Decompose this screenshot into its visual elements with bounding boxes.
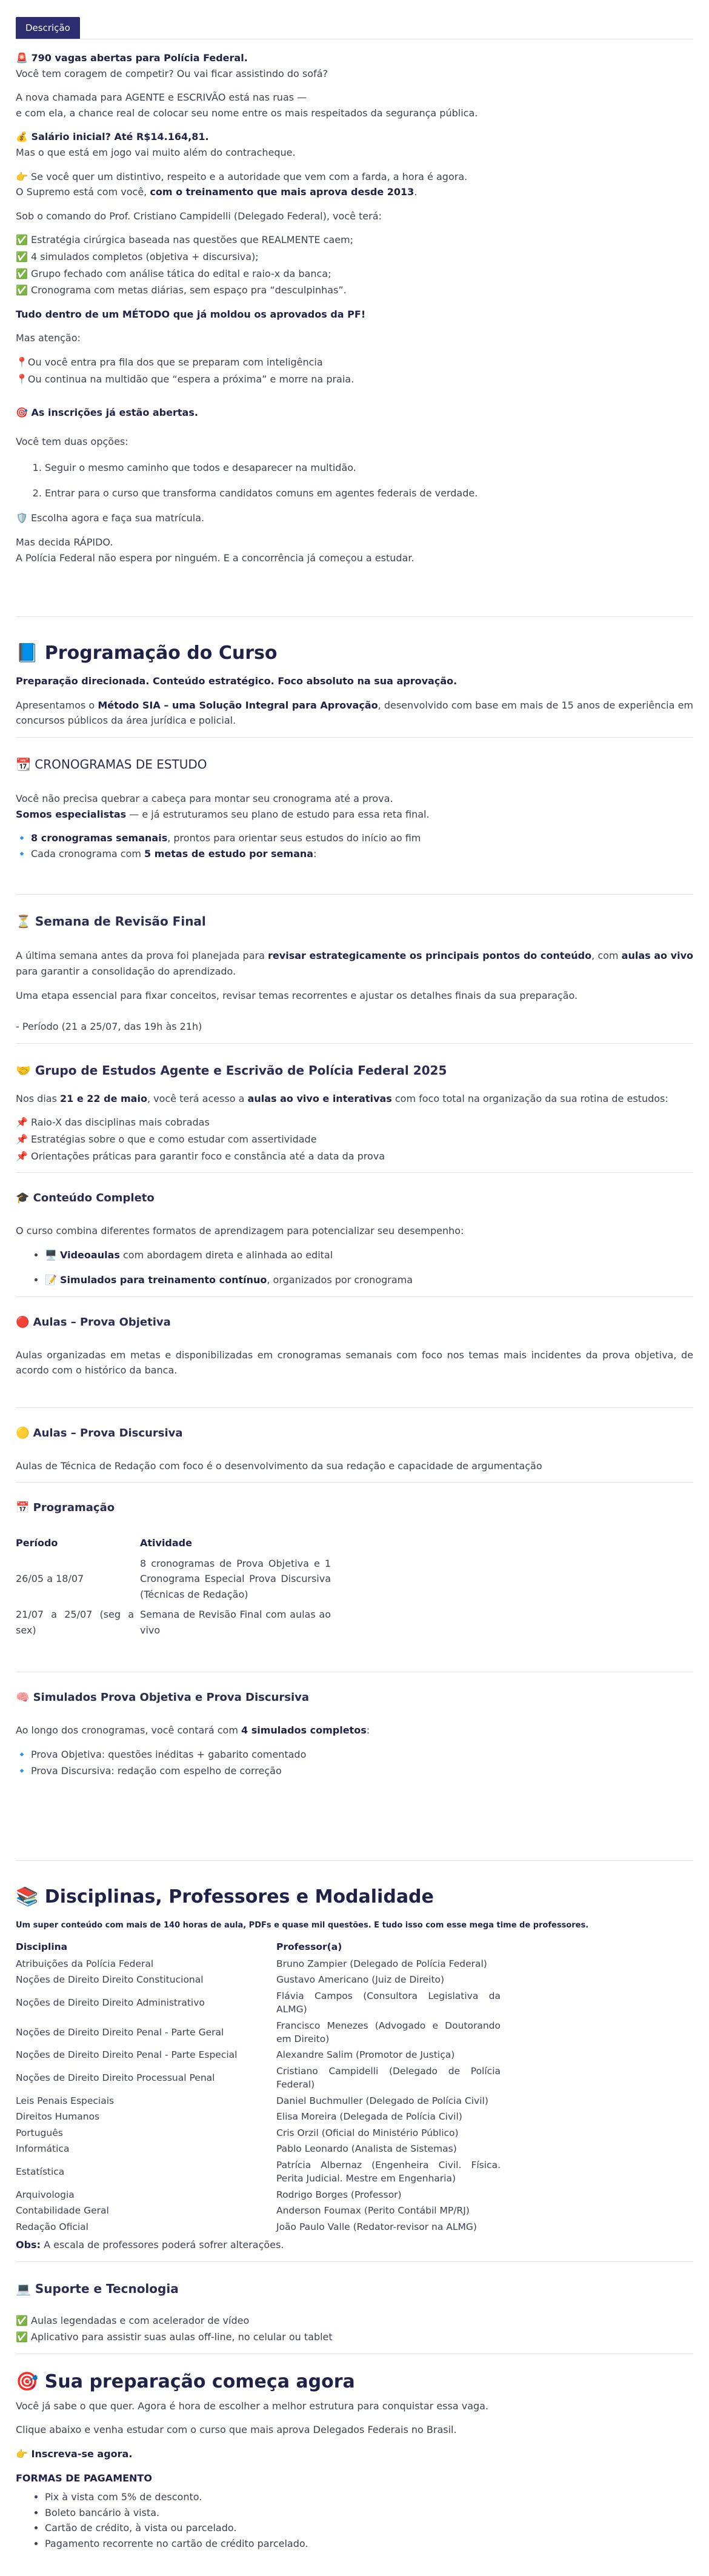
list-item — [45, 1247, 693, 1263]
list-item: 📌 Estratégias sobre o que e como estudar com assertividade — [16, 1133, 317, 1145]
obs-label: Obs: — [16, 2239, 41, 2251]
list-item: ✅ Cronograma com metas diárias, sem espaço pra “desculpinhas”. — [16, 284, 347, 296]
list-item: 2. Entrar para o curso que transforma candidatos comuns em agentes federais de verdade. — [45, 486, 693, 501]
cronogramas-title: 📆 CRONOGRAMAS DE ESTUDO — [16, 757, 207, 772]
supremo-bold: com o treinamento que mais aprova desde 2013 — [150, 186, 414, 198]
salary-sub-text: Mas o que está em jogo vai muito além do contracheque. — [16, 146, 296, 158]
intro-headline — [16, 50, 693, 81]
table-cell: Patrícia Albernaz (Engenheira Civil. Física. Perita Judicial. Mestre em Engenharia) — [276, 2159, 501, 2184]
table-cell: Francisco Menezes (Advogado e Doutorando em Direito) — [276, 2020, 501, 2044]
attention-text: Mas atenção: — [16, 332, 81, 344]
cronogramas-bullets — [16, 830, 693, 861]
table-cell: Cristiano Campidelli (Delegado de Polícia Federal) — [276, 2065, 501, 2090]
table-cell: 8 cronogramas de Prova Objetiva e 1 Cronograma Especial Prova Discursiva (Técnicas de Redação) — [140, 1557, 331, 1600]
rev-bold-2: aulas ao vivo — [621, 950, 694, 962]
rev-bold: revisar estrategicamente os principais pontos do conteúdo — [268, 950, 592, 962]
vagas-text: 🚨 790 vagas abertas para Polícia Federal. — [16, 52, 248, 64]
sim-pre: Ao longo dos cronogramas, você contará com — [16, 1724, 242, 1737]
suporte-list — [16, 2313, 693, 2345]
simulados-list — [16, 1747, 693, 1779]
conteudo-list — [16, 1247, 693, 1288]
cronogramas-text — [16, 791, 693, 822]
grupo-text — [16, 1091, 693, 1107]
cron-b2-bold: 5 metas de estudo por semana — [144, 847, 314, 859]
supremo-pre: O Supremo está com você, — [16, 186, 150, 198]
choose-text: 🛡️ Escolha agora e faça sua matrícula. — [16, 512, 205, 524]
programacao-section — [16, 616, 693, 729]
table-row — [16, 1972, 501, 1987]
sim-bold: 4 simulados completos — [241, 1724, 367, 1737]
decide-line-1: Mas decida RÁPIDO. — [16, 536, 113, 549]
chamada-line-1: A nova chamada para AGENTE e ESCRIVÃO está nas ruas — — [16, 92, 307, 104]
revisao-title: ⏳ Semana de Revisão Final — [16, 914, 206, 929]
table-cell: Elisa Moreira (Delegada de Polícia Civil) — [276, 2111, 462, 2123]
prog-section — [16, 1482, 693, 1640]
revisao-periodo: - Período (21 a 25/07, das 19h às 21h) — [16, 1021, 202, 1033]
list-item: • Boleto bancário à vista. — [45, 2505, 693, 2521]
options-list — [16, 460, 693, 501]
obs-text — [16, 2237, 693, 2253]
table-cell: Redação Oficial — [16, 2221, 88, 2232]
grupo-bold: 21 e 22 de maio — [60, 1092, 147, 1104]
list-item: 📍Ou você entra pra fila dos que se preparam com inteligência — [16, 356, 323, 368]
programacao-desc — [16, 698, 693, 729]
table-cell: Contabilidade Geral — [16, 2205, 109, 2217]
c1-pre: 🖥️ — [45, 1249, 61, 1261]
table-row — [16, 2063, 501, 2093]
grupo-section — [16, 1043, 693, 1164]
supremo-post: . — [414, 186, 418, 198]
table-header-row — [16, 1938, 501, 1956]
checks-list — [16, 232, 693, 298]
grupo-post: com foco total na organização da sua rotina de estudos: — [391, 1092, 668, 1104]
want-text: 👉 Se você quer um distintivo, respeito e a autoridade que vem com a farda, a hora é agora. — [16, 170, 468, 182]
table-cell: Atribuições da Polícia Federal — [16, 1958, 154, 1969]
table-cell: Português — [16, 2127, 63, 2138]
list-item — [45, 1272, 693, 1288]
table-cell: Daniel Buchmuller (Delegado de Polícia Civil) — [276, 2095, 488, 2106]
discursiva-text: Aulas de Técnica de Redação com foco é o desenvolvimento da sua redação e capacidade de argumentação — [16, 1460, 542, 1472]
pay-title: FORMAS DE PAGAMENTO — [16, 2472, 152, 2484]
table-row — [16, 1988, 501, 2018]
list-item: ✅ Aulas legendadas e com acelerador de vídeo — [16, 2314, 250, 2326]
table-cell: Noções de Direito Direito Penal - Parte Geral — [16, 2026, 224, 2038]
table-row — [16, 2047, 501, 2063]
table-row — [16, 2093, 501, 2109]
cron-line-2-bold: Somos especialistas — [16, 808, 127, 820]
table-cell: Noções de Direito Direito Processual Penal — [16, 2072, 215, 2084]
final-section — [16, 2354, 693, 2552]
final-text-1: Você já sabe o que quer. Agora é hora de escolher a melhor estrutura para conquistar essa vaga. — [16, 2400, 489, 2412]
list-item: • Cartão de crédito, à vista ou parcelado. — [45, 2520, 693, 2536]
table-row — [16, 2203, 501, 2218]
revisao-section — [16, 894, 693, 1034]
list-item: 🔹 Prova Discursiva: redação com espelho de correção — [16, 1765, 282, 1777]
prog-title: 📅 Programação — [16, 1501, 115, 1515]
table-row — [16, 2018, 501, 2047]
table-cell: 21/07 a 25/07 (seg a sex) — [16, 1609, 134, 1636]
table-cell: Direitos Humanos — [16, 2111, 100, 2123]
table-row — [16, 2141, 501, 2157]
disciplinas-body — [16, 1956, 501, 2235]
grupo-title: 🤝 Grupo de Estudos Agente e Escrivão de Polícia Federal 2025 — [16, 1063, 447, 1078]
sim-post: : — [366, 1724, 370, 1737]
table-header-row — [16, 1533, 331, 1553]
table-cell: Semana de Revisão Final com aulas ao vivo — [140, 1609, 331, 1636]
c1-post: com abordagem direta e alinhada ao edital — [119, 1249, 333, 1261]
c1-bold: Videoaulas — [60, 1249, 120, 1261]
salary-text: 💰 Salário inicial? Até R$14.164,81. — [16, 131, 209, 143]
table-cell: 26/05 a 18/07 — [16, 1573, 84, 1585]
rev-post: para garantir a consolidação do aprendizado. — [16, 966, 236, 977]
table-cell: Estatística — [16, 2166, 65, 2177]
col-header-professor: Professor(a) — [276, 1941, 342, 1952]
suporte-section — [16, 2261, 693, 2345]
objetiva-text: Aulas organizadas em metas e disponibilizadas em cronogramas semanais com foco nos temas mais incidentes da prova objetiva, de acordo com o histórico da banca. — [16, 1349, 693, 1376]
decide-text — [16, 535, 693, 566]
final-title: 🎯 Sua preparação começa agora — [16, 2371, 355, 2392]
list-item: ✅ Grupo fechado com análise tática do edital e raio-x da banca; — [16, 267, 331, 279]
suporte-title: 💻 Suporte e Tecnologia — [16, 2281, 179, 2296]
prog-table — [16, 1533, 331, 1641]
final-text-2: Clique abaixo e venha estudar com o curso que mais aprova Delegados Federais no Brasil. — [16, 2424, 457, 2436]
table-cell: Leis Penais Especiais — [16, 2095, 115, 2106]
table-cell: Arquivologia — [16, 2189, 75, 2200]
programacao-subtitle: Preparação direcionada. Conteúdo estratégico. Foco absoluto na sua aprovação. — [16, 675, 458, 687]
disciplinas-intro: Um super conteúdo com mais de 140 horas de aula, PDFs e quase mil questões. E tudo isso com esse mega time de professores. — [16, 1921, 589, 1930]
grupo-pre: Nos dias — [16, 1092, 61, 1104]
pay-list — [16, 2489, 693, 2551]
desc-pre: Apresentamos o — [16, 699, 98, 711]
table-row — [16, 2157, 501, 2187]
table-cell: Informática — [16, 2143, 70, 2155]
options-intro: Você tem duas opções: — [16, 435, 128, 447]
c2-bold: Simulados para treinamento contínuo — [60, 1274, 267, 1286]
col-header-periodo: Período — [16, 1537, 58, 1549]
table-cell: Pablo Leonardo (Analista de Sistemas) — [276, 2143, 457, 2155]
c2-pre: 📝 — [45, 1274, 61, 1286]
list-item: 📌 Orientações práticas para garantir foco e constância até a data da prova — [16, 1150, 385, 1162]
tab-descricao[interactable]: Descrição — [16, 17, 80, 39]
intro-salary — [16, 129, 693, 160]
table-row — [16, 2109, 501, 2124]
grupo-list — [16, 1115, 693, 1164]
table-row — [16, 2219, 501, 2235]
list-item: 🔹 Prova Objetiva: questões inéditas + gabarito comentado — [16, 1748, 307, 1760]
table-row — [16, 2125, 501, 2141]
cron-b1-pre: 🔹 — [16, 832, 32, 844]
cta-text[interactable]: 👉 Inscreva-se agora. — [16, 2448, 133, 2460]
table-cell: João Paulo Valle (Redator-revisor na ALMG) — [276, 2221, 477, 2232]
table-cell: Noções de Direito Direito Penal - Parte Especial — [16, 2049, 238, 2061]
conteudo-title: 🎓 Conteúdo Completo — [16, 1192, 155, 1205]
cron-line-1: Você não precisa quebrar a cabeça para montar seu cronograma até a prova. — [16, 793, 393, 805]
cronogramas-section — [16, 737, 693, 861]
table-row — [16, 2187, 501, 2203]
list-item: ✅ Estratégia cirúrgica baseada nas questões que REALMENTE caem; — [16, 234, 354, 246]
list-item: ✅ 4 simulados completos (objetiva + discursiva); — [16, 250, 259, 262]
obs-body: A escala de professores poderá sofrer alterações. — [40, 2239, 284, 2251]
cron-line-2-post: — e já estruturamos seu plano de estudo para essa reta final. — [126, 808, 430, 820]
table-cell: Noções de Direito Direito Administrativo — [16, 1997, 205, 2008]
challenge-text: Você tem coragem de competir? Ou vai ficar assistindo do sofá? — [16, 67, 328, 79]
table-cell: Flávia Campos (Consultora Legislativa da ALMG) — [276, 1990, 501, 2015]
grupo-bold-2: aulas ao vivo e interativas — [247, 1092, 392, 1104]
list-item: • Pix à vista com 5% de desconto. — [45, 2489, 693, 2505]
table-cell: Noções de Direito Direito Constitucional — [16, 1974, 204, 1986]
discursiva-section — [16, 1407, 693, 1473]
c2-post: , organizados por cronograma — [267, 1274, 413, 1286]
cron-b2-post: : — [313, 847, 317, 859]
cron-b1-bold: 8 cronogramas semanais — [31, 832, 168, 844]
disciplinas-table — [16, 1938, 501, 2235]
table-cell: Cris Orzil (Oficial do Ministério Público) — [276, 2127, 459, 2138]
revisao-text-1 — [16, 948, 693, 979]
intro-chamada — [16, 90, 693, 121]
desc-post: , desenvolvido com base em mais de 15 anos de experiência em concursos públicos da área jurídica e policial. — [16, 699, 693, 727]
discursiva-title: 🟡 Aulas – Prova Discursiva — [16, 1426, 183, 1440]
desc-bold: Método SIA – uma Solução Integral para Aprovação — [98, 699, 378, 711]
conteudo-section — [16, 1172, 693, 1288]
list-item: • Pagamento recorrente no cartão de crédito parcelado. — [45, 2536, 693, 2552]
col-header-atividade: Atividade — [140, 1537, 192, 1549]
chamada-line-2: e com ela, a chance real de colocar seu nome entre os mais respeitados da segurança pública. — [16, 107, 478, 119]
decide-line-2: A Polícia Federal não espera por ninguém. E a concorrência já começou a estudar. — [16, 552, 414, 564]
revisao-text-2: Uma etapa essencial para fixar conceitos, revisar temas recorrentes e ajustar os detalhes finais da sua preparação. — [16, 989, 578, 1001]
intro-want — [16, 169, 693, 200]
list-item: ✅ Aplicativo para assistir suas aulas off-line, no celular ou tablet — [16, 2331, 333, 2343]
table-cell: Alexandre Salim (Promotor de Justiça) — [276, 2049, 455, 2061]
disciplinas-section — [16, 1860, 693, 2253]
cron-b1-post: , prontos para orientar seus estudos do início ao fim — [167, 832, 421, 844]
conteudo-text: O curso combina diferentes formatos de aprendizagem para potencializar seu desempenho: — [16, 1224, 464, 1236]
objetiva-title: 🔴 Aulas – Prova Objetiva — [16, 1315, 171, 1329]
table-cell: Rodrigo Borges (Professor) — [276, 2189, 402, 2200]
table-cell: Anderson Foumax (Perito Contábil MP/RJ) — [276, 2205, 470, 2217]
rev-mid: , com — [591, 950, 622, 962]
rev-pre: A última semana antes da prova foi planejada para — [16, 950, 268, 962]
objetiva-section — [16, 1296, 693, 1378]
tab-bar — [16, 17, 693, 39]
simulados-text — [16, 1723, 693, 1738]
table-row — [16, 1553, 331, 1605]
programacao-title: 📘 Programação do Curso — [16, 642, 278, 664]
command-text: Sob o comando do Prof. Cristiano Campidelli (Delegado Federal), você terá: — [16, 210, 382, 222]
inscricoes-text: 🎯 As inscrições já estão abertas. — [16, 407, 198, 419]
pins-list — [16, 355, 693, 387]
list-item: 1. Seguir o mesmo caminho que todos e desaparecer na multidão. — [45, 460, 693, 476]
list-item: 📍Ou continua na multidão que “espera a próxima” e morre na praia. — [16, 373, 354, 385]
simulados-title: 🧠 Simulados Prova Objetiva e Prova Discursiva — [16, 1691, 310, 1704]
cron-b2-pre: 🔹 Cada cronograma com — [16, 847, 145, 859]
disciplinas-title: 📚 Disciplinas, Professores e Modalidade — [16, 1886, 434, 1908]
list-item: 📌 Raio-X das disciplinas mais cobradas — [16, 1116, 210, 1129]
simulados-section — [16, 1672, 693, 1779]
grupo-mid: , você terá acesso a — [147, 1092, 248, 1104]
table-cell: Bruno Zampier (Delegado de Polícia Federal) — [276, 1958, 487, 1969]
table-cell: Gustavo Americano (Juiz de Direito) — [276, 1974, 445, 1986]
method-text: Tudo dentro de um MÉTODO que já moldou os aprovados da PF! — [16, 308, 366, 320]
col-header-disciplina: Disciplina — [16, 1941, 68, 1952]
table-row — [16, 1956, 501, 1972]
intro-section — [16, 50, 693, 566]
table-row — [16, 1604, 331, 1640]
